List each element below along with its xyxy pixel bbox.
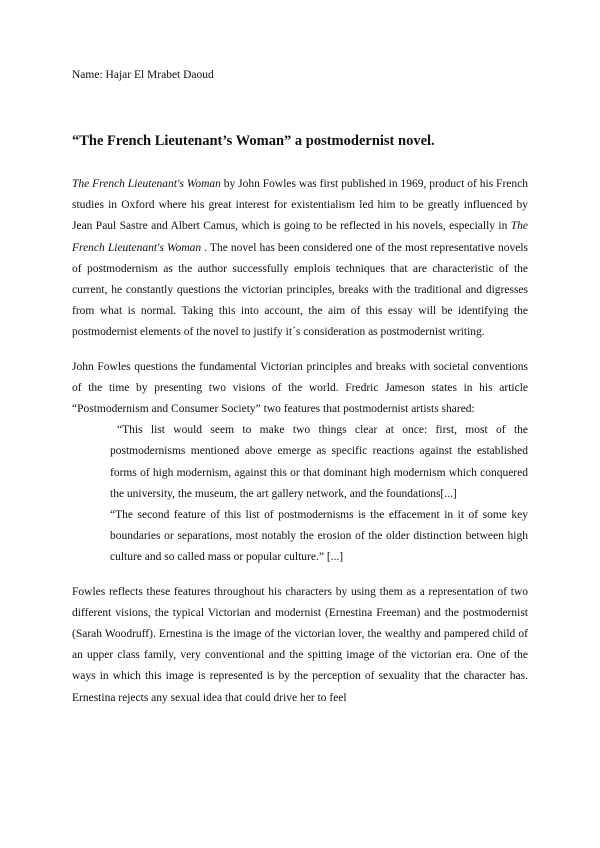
author-line: Name: Hajar El Mrabet Daoud <box>72 69 214 81</box>
paragraph-intro-text-a: by John Fowles was first published in 1969, product of his French studies in Oxford where his great interest for existentialism led him to be greatly influenced by Jean Paul Sastre and Albert Camus, which is going to be reflected in his novels, especially in <box>72 178 528 233</box>
novel-title-italic: The French Lieutenant's Woman <box>72 178 221 190</box>
paragraph-intro <box>72 174 528 344</box>
paragraph-jameson: John Fowles questions the fundamental Victorian principles and breaks with societal conventions of the time by presenting two visions of the world. Fredric Jameson states in his article “Postmodernism and Consumer Society” two features that postmodernist artists shared: <box>72 360 528 416</box>
quote-part-1: “This list would seem to make two things clear at once: first, most of the postmodernisms mentioned above emerge as specific reactions against the established forms of high modernism, against this or that dominant high modernism which conquered the university, the museum, the art gallery network, and the foundations[...] <box>110 424 528 500</box>
quote-part-2: “The second feature of this list of postmodernisms is the effacement in it of some key boundaries or separations, most notably the erosion of the older distinction between high culture and so called mass or popular culture.” [...] <box>110 509 528 564</box>
paragraph-characters: Fowles reflects these features throughout his characters by using them as a representation of two different visions, the typical Victorian and modernist (Ernestina Freeman) and the postmodernist (Sarah Woodruff). Ernestina is the image of the victorian lover, the wealthy and pampered child of an upper class family, very conventional and the spitting image of the victorian era. One of the ways in which this image is represented is by the perception of sexuality that the character has. Ernestina rejects any sexual idea that could drive her to feel <box>72 585 528 704</box>
novel-title-italic-2: The French Lieutenant's Woman <box>72 220 528 254</box>
paragraph-intro-text-b: . The novel has been considered one of the most representative novels of postmodernism as the author successfully emplois techniques that are characteristic of the current, he constantly questions the victorian principles, breaks with the traditional and digresses from what is normal. Taking this into account, the aim of this essay will be identifying the postmodernist elements of the novel to justify it´s consideration as postmodernist writing. <box>72 241 528 339</box>
essay-title: “The French Lieutenant’s Woman” a postmodernist novel. <box>72 133 435 149</box>
block-quote <box>110 420 528 568</box>
